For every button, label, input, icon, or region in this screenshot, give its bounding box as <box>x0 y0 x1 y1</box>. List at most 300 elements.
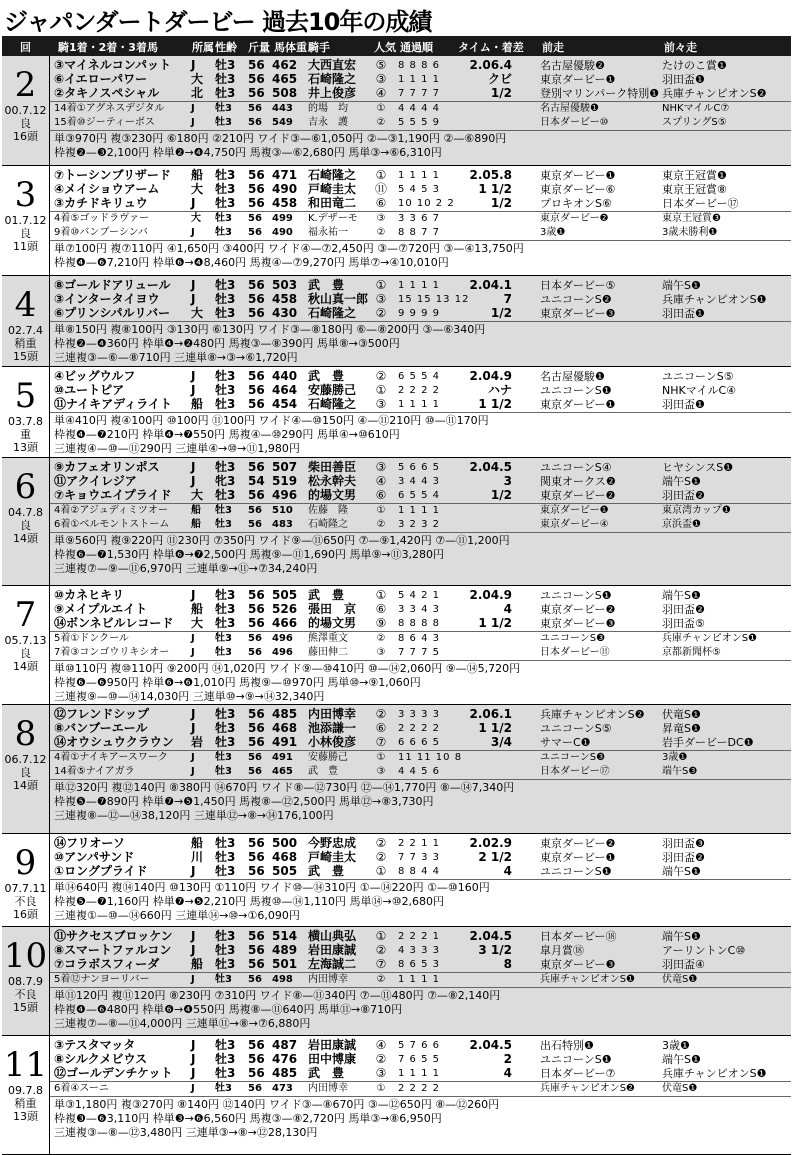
race-track: 稍重 <box>14 1097 37 1110</box>
cell-jk: 石崎隆之 <box>308 306 357 320</box>
cell-name: ④ビッグウルフ <box>54 369 136 383</box>
cell-jk: 内田博幸 <box>308 974 348 985</box>
race-date: 05.7.13 <box>4 634 47 647</box>
cell-pass: 2 2 1 1 <box>398 838 440 849</box>
race-track: 重 <box>20 428 31 441</box>
header-weight: 斤量 <box>248 41 270 54</box>
cell-pass: 2 2 2 2 <box>398 385 440 396</box>
cell-org: J <box>191 369 196 383</box>
cell-org: 船 <box>191 505 201 516</box>
payout-line: 単④410円 複④100円 ⑩100円 ⑪100円 ワイド④—⑩150円 ④—⑪210円 ⑩—⑪170円 <box>54 414 489 427</box>
cell-prev2: 東京湾カップ❶ <box>662 505 731 516</box>
cell-pop: ⑥ <box>375 602 387 616</box>
cell-bw: 505 <box>272 864 298 878</box>
cell-pass: 1 1 1 1 <box>398 74 440 85</box>
cell-w: 56 <box>248 488 265 502</box>
cell-prev2: たけのこ賞❶ <box>662 59 727 72</box>
cell-name: 9着⑩バンブーシンバ <box>54 227 148 238</box>
pay-divider <box>50 1096 791 1097</box>
race-label <box>2 1036 50 1154</box>
cell-prev: ユニコーンS⑤ <box>540 722 612 735</box>
cell-jk: 石崎隆之 <box>308 168 357 182</box>
horse-row <box>50 837 791 850</box>
race-number: 6 <box>14 467 37 507</box>
cell-sex: 牡3 <box>215 766 232 777</box>
horse-row <box>50 518 791 531</box>
cell-jk: 安藤勝己 <box>308 752 348 763</box>
pay-divider <box>50 779 791 780</box>
race-date: 09.7.8 <box>8 1084 43 1097</box>
cell-name: ⑥イエローパワー <box>54 72 148 86</box>
race-block-8 <box>2 927 791 1036</box>
cell-w: 56 <box>248 721 265 735</box>
cell-bw: 526 <box>272 602 298 616</box>
pay-divider <box>50 660 791 661</box>
payout-line: 枠複❹—❻7,210円 枠単❻→❹8,460円 馬複④—⑦9,270円 馬単⑦→④10,010円 <box>54 256 449 269</box>
cell-bw: 505 <box>272 588 298 602</box>
horse-row <box>50 851 791 864</box>
cell-name: ⑦キョウエイプライド <box>54 488 172 502</box>
horse-row <box>50 384 791 397</box>
cell-name: 4着⑤ゴッドラヴァー <box>54 213 150 224</box>
cell-org: 大 <box>191 213 201 224</box>
cell-name: ⑦トーシンブリザード <box>54 168 171 182</box>
cell-bw: 471 <box>272 168 298 182</box>
cell-prev2: 兵庫チャンピオンS❶ <box>662 633 758 644</box>
horse-row <box>50 461 791 474</box>
cell-prev: 東京ダービー❶ <box>540 169 616 182</box>
race-track: 良 <box>20 647 31 660</box>
cell-prev: 東京ダービー❷ <box>540 213 609 224</box>
payout-line: 三連複③—⑧—⑫3,480円 三連単③→⑧→⑫28,130円 <box>54 1126 318 1139</box>
cell-time: 1/2 <box>490 306 512 320</box>
cell-bw: 508 <box>272 86 298 100</box>
cell-sex: 牡3 <box>215 86 236 100</box>
payout-line: 枠複❹—❻480円 枠単❻→❹550円 馬複⑧—⑪640円 馬単⑪→⑧710円 <box>54 1003 403 1016</box>
cell-pop: ③ <box>376 213 386 224</box>
cell-org: 大 <box>191 306 204 320</box>
cell-pop: ② <box>376 519 386 530</box>
payout-line: 単⑦100円 複⑦110円 ④1,650円 ③400円 ワイド④—⑦2,450円 ③—⑦720円 ③—④13,750円 <box>54 242 524 255</box>
cell-sex: 牡3 <box>215 1083 232 1094</box>
cell-prev2: 伏竜S❶ <box>662 708 701 721</box>
race-date: 01.7.12 <box>4 214 47 227</box>
cell-pass: 1 1 1 1 <box>398 280 440 291</box>
cell-jk: 松永幹夫 <box>308 474 357 488</box>
cell-prev2: 東京王冠賞⑧ <box>662 183 727 196</box>
cell-bw: 465 <box>272 766 293 777</box>
cell-bw: 549 <box>272 117 293 128</box>
cell-prev: 日本ダービー⑤ <box>540 279 616 292</box>
cell-time: 2.06.4 <box>469 58 512 72</box>
cell-pass: 7 7 7 5 <box>398 647 440 658</box>
cell-pass: 8 8 8 8 <box>398 618 440 629</box>
cell-sex: 牡3 <box>215 1038 236 1052</box>
race-label <box>2 276 50 366</box>
race-heads: 16頭 <box>13 908 38 921</box>
page-title: ジャパンダートダービー 過去10年の成績 <box>4 8 432 36</box>
cell-pass: 8 8 7 7 <box>398 227 440 238</box>
cell-org: J <box>191 292 196 306</box>
cell-sex: 牡3 <box>215 943 236 957</box>
race-label <box>2 367 50 457</box>
cell-w: 56 <box>248 616 265 630</box>
header-bodyweight: 馬体重 <box>274 41 307 54</box>
cell-org: J <box>191 474 196 488</box>
cell-w: 56 <box>248 397 265 411</box>
horse-row <box>50 958 791 971</box>
cell-sex: 牡3 <box>215 196 236 210</box>
race-heads: 13頭 <box>13 441 38 454</box>
cell-pass: 6 6 6 5 <box>398 737 440 748</box>
cell-pass: 3 3 6 7 <box>398 213 440 224</box>
cell-jk: 佐藤 隆 <box>308 505 348 516</box>
cell-sex: 牡3 <box>215 519 232 530</box>
race-date: 03.7.8 <box>8 415 43 428</box>
cell-name: 6着④スーニ <box>54 1083 109 1094</box>
cell-pop: ② <box>375 369 387 383</box>
cell-pass: 7 7 7 7 <box>398 88 440 99</box>
cell-org: J <box>191 196 196 210</box>
cell-name: ⑨メイプルエイト <box>54 602 148 616</box>
payout-line: 枠複❷—❸2,100円 枠単❷→❹4,750円 馬複③—⑥2,680円 馬単③→⑥6,310円 <box>54 146 442 159</box>
cell-w: 56 <box>248 1052 265 1066</box>
cell-bw: 498 <box>272 974 293 985</box>
cell-bw: 496 <box>272 647 293 658</box>
cell-bw: 491 <box>272 735 298 749</box>
cell-prev: 兵庫チャンピオンS❷ <box>540 1083 636 1094</box>
cell-sex: 牡3 <box>215 213 232 224</box>
race-block-5 <box>2 586 791 705</box>
cell-jk: 藤田伸二 <box>308 647 348 658</box>
cell-prev2: 端午S❶ <box>662 930 701 943</box>
horse-row <box>50 398 791 411</box>
cell-pop: ③ <box>375 397 387 411</box>
cell-prev: 日本ダービー⑦ <box>540 1067 616 1080</box>
cell-w: 56 <box>248 519 262 530</box>
cell-pop: ⑥ <box>375 488 387 502</box>
cell-bw: 485 <box>272 1066 298 1080</box>
race-label <box>2 56 50 165</box>
cell-org: J <box>191 943 196 957</box>
cell-pop: ④ <box>375 474 387 488</box>
cell-pop: ③ <box>376 647 386 658</box>
payout-line: 枠複❺—❼890円 枠単❼→❺1,450円 馬複⑧—⑫2,500円 馬単⑫→⑧3,730円 <box>54 795 434 808</box>
cell-prev2: 羽田盃❷ <box>662 851 705 864</box>
cell-pass: 8 8 4 4 <box>398 866 440 877</box>
cell-bw: 464 <box>272 383 298 397</box>
cell-pop: ① <box>376 505 386 516</box>
horse-row <box>50 1039 791 1052</box>
cell-pass: 4 3 3 3 <box>398 945 440 956</box>
cell-pass: 9 9 9 9 <box>398 308 440 319</box>
cell-bw: 500 <box>272 836 298 850</box>
cell-pass: 5 7 6 6 <box>398 1040 440 1051</box>
cell-prev: 日本ダービー⑱ <box>540 930 617 943</box>
cell-pop: ② <box>375 1052 387 1066</box>
cell-w: 56 <box>248 182 265 196</box>
cell-prev2: 羽田盃④ <box>662 958 705 971</box>
cell-name: ⑨カフェオリンポス <box>54 460 160 474</box>
race-label <box>2 705 50 833</box>
cell-jk: 田中博康 <box>308 1052 357 1066</box>
cell-w: 56 <box>248 647 262 658</box>
cell-prev: 名古屋優駿❷ <box>540 59 605 72</box>
race-heads: 15頭 <box>13 350 38 363</box>
cell-org: J <box>191 1083 195 1094</box>
cell-name: ⑭ボンネビルレコード <box>54 616 174 630</box>
cell-prev2: 3歳未勝利❶ <box>662 227 718 238</box>
horse-row <box>50 646 791 659</box>
cell-w: 56 <box>248 752 262 763</box>
cell-bw: 491 <box>272 752 293 763</box>
cell-bw: 440 <box>272 369 298 383</box>
payout-line: 枠複❺—❼1,160円 枠単❼→❺2,210円 馬複⑩—⑭1,110円 馬単⑭→⑩2,680円 <box>54 895 445 908</box>
cell-sex: 牡3 <box>215 117 232 128</box>
cell-sex: 牡3 <box>215 864 236 878</box>
race-block-6 <box>2 705 791 834</box>
cell-org: 大 <box>191 616 204 630</box>
cell-name: ③マイネルコンパット <box>54 58 171 72</box>
cell-time: 4 <box>503 864 512 878</box>
cell-sex: 牡3 <box>215 505 232 516</box>
race-track: 良 <box>20 117 31 130</box>
horse-row <box>50 973 791 986</box>
race-date: 04.7.8 <box>8 506 43 519</box>
cell-w: 54 <box>248 474 265 488</box>
cell-org: J <box>191 588 196 602</box>
race-track: 不良 <box>14 988 37 1001</box>
cell-prev: 兵庫チャンピオンS❷ <box>540 708 645 721</box>
cell-org: J <box>191 1066 196 1080</box>
cell-org: J <box>191 864 196 878</box>
cell-w: 56 <box>248 735 265 749</box>
cell-jk: 熊澤重文 <box>308 633 348 644</box>
race-label <box>2 834 50 926</box>
cell-jk: 岩田康誠 <box>308 943 357 957</box>
cell-w: 56 <box>248 306 265 320</box>
horse-row <box>50 197 791 210</box>
payout-line: 単③1,180円 複③270円 ⑧140円 ⑫140円 ワイド③—⑧670円 ③—⑫650円 ⑧—⑫260円 <box>54 1098 500 1111</box>
cell-pass: 5 5 5 9 <box>398 117 440 128</box>
cell-prev2: 岩手ダービーDC❶ <box>662 736 754 749</box>
header-passing: 通過順 <box>400 41 433 54</box>
cell-jk: 左海誠二 <box>308 957 357 971</box>
cell-prev2: 兵庫チャンピオンS❶ <box>662 1067 767 1080</box>
cell-time: 2.05.8 <box>469 168 512 182</box>
cell-prev2: 羽田盃❶ <box>662 398 705 411</box>
cell-prev: 皐月賞⑱ <box>540 944 584 957</box>
horse-row <box>50 169 791 182</box>
race-label <box>2 586 50 704</box>
cell-bw: 487 <box>272 1038 298 1052</box>
cell-bw: 458 <box>272 196 298 210</box>
cell-org: J <box>191 460 196 474</box>
cell-jk: 内田博幸 <box>308 1083 348 1094</box>
race-number: 5 <box>14 376 37 416</box>
race-heads: 15頭 <box>13 1001 38 1014</box>
cell-w: 56 <box>248 72 265 86</box>
cell-pop: ① <box>375 278 387 292</box>
cell-jk: 石崎隆之 <box>308 519 348 530</box>
header-prev2: 前々走 <box>664 41 697 54</box>
cell-name: 4着①ナイキアースワーク <box>54 752 168 763</box>
cell-jk: 今野忠成 <box>308 836 357 850</box>
cell-pass: 2 2 2 1 <box>398 931 440 942</box>
cell-jk: 武 豊 <box>308 369 345 383</box>
payout-line: 単③970円 複③230円 ⑥180円 ②210円 ワイド③—⑥1,050円 ②—③1,190円 ②—⑥890円 <box>54 132 507 145</box>
cell-prev: 東京ダービー❸ <box>540 958 616 971</box>
cell-org: 船 <box>191 397 204 411</box>
race-heads: 16頭 <box>13 130 38 143</box>
cell-time: 3/4 <box>490 735 512 749</box>
horse-row <box>50 183 791 196</box>
cell-prev: 3歳❶ <box>540 227 566 238</box>
cell-prev: 登別マリンパーク特別❶ <box>540 87 660 100</box>
cell-name: ⑧スマートファルコン <box>54 943 172 957</box>
cell-sex: 牡3 <box>215 707 236 721</box>
cell-pass: 8 6 5 3 <box>398 959 440 970</box>
cell-bw: 462 <box>272 58 298 72</box>
cell-name: 5着①ドンクール <box>54 633 129 644</box>
cell-sex: 牡3 <box>215 292 236 306</box>
cell-prev2: 京都新聞杯⑤ <box>662 647 721 658</box>
cell-pop: ③ <box>375 1066 387 1080</box>
cell-jk: 武 豊 <box>308 278 345 292</box>
cell-bw: 468 <box>272 721 298 735</box>
cell-org: J <box>191 1038 196 1052</box>
cell-jk: 和田竜二 <box>308 196 357 210</box>
cell-time: 1 1/2 <box>478 616 512 630</box>
race-date: 07.7.11 <box>4 882 47 895</box>
table-header <box>2 36 791 56</box>
cell-bw: 476 <box>272 1052 298 1066</box>
cell-prev2: 3歳❶ <box>662 752 688 763</box>
payout-line: 枠複❷—❹360円 枠単❹→❷480円 馬複③—⑧390円 馬単⑧→③500円 <box>54 337 400 350</box>
race-heads: 14頭 <box>13 660 38 673</box>
cell-prev2: 東京王冠賞❶ <box>662 169 727 182</box>
cell-prev: 東京ダービー❸ <box>540 617 616 630</box>
cell-org: J <box>191 974 195 985</box>
cell-sex: 牡3 <box>215 1066 236 1080</box>
cell-jk: 井上俊彦 <box>308 86 357 100</box>
cell-name: ⑭フリオーソ <box>54 836 125 850</box>
cell-pass: 1 1 1 1 <box>398 1068 440 1079</box>
cell-jk: 秋山真一郎 <box>308 292 369 306</box>
cell-sex: 牡3 <box>215 488 236 502</box>
payout-line: 単⑩110円 複⑩110円 ⑨200円 ⑭1,020円 ワイド⑨—⑩410円 ⑩—⑭2,060円 ⑨—⑭5,720円 <box>54 662 521 675</box>
cell-name: ⑦コラボスフィーダ <box>54 957 160 971</box>
cell-org: J <box>191 766 195 777</box>
cell-sex: 牡3 <box>215 721 236 735</box>
cell-w: 56 <box>248 943 265 957</box>
cell-w: 56 <box>248 602 265 616</box>
cell-name: ⑥プリンシパルリバー <box>54 306 171 320</box>
cell-prev: ユニコーンS❶ <box>540 384 612 397</box>
cell-pop: ④ <box>375 86 387 100</box>
payout-line: 三連複⑧—⑫—⑭38,120円 三連単⑫→⑧→⑭176,100円 <box>54 809 334 822</box>
cell-prev: ユニコーンS❸ <box>540 752 606 763</box>
cell-name: 14着①アグネスデジタル <box>54 103 165 114</box>
cell-prev2: 端午S❸ <box>662 766 698 777</box>
cell-bw: 466 <box>272 616 298 630</box>
race-track: 不良 <box>14 895 37 908</box>
cell-org: 大 <box>191 488 204 502</box>
cell-pass: 5 4 2 1 <box>398 590 440 601</box>
cell-prev: 東京ダービー❸ <box>540 307 616 320</box>
cell-prev2: 羽田盃⑤ <box>662 617 705 630</box>
cell-sex: 牡3 <box>215 72 236 86</box>
cell-time: 2.04.5 <box>469 929 512 943</box>
horse-row <box>50 293 791 306</box>
race-track: 良 <box>20 519 31 532</box>
pay-divider <box>50 879 791 880</box>
cell-jk: 的場文男 <box>308 488 357 502</box>
cell-bw: 485 <box>272 707 298 721</box>
payout-line: 三連複⑨—⑩—⑭14,030円 三連単⑩→⑨→⑭32,340円 <box>54 690 325 703</box>
cell-bw: 473 <box>272 1083 293 1094</box>
cell-bw: 501 <box>272 957 298 971</box>
cell-sex: 牡3 <box>215 369 236 383</box>
cell-pop: ② <box>376 633 386 644</box>
cell-pop: ④ <box>375 1038 387 1052</box>
cell-name: 6着①ベルモントストーム <box>54 519 170 530</box>
cell-bw: 490 <box>272 182 298 196</box>
cell-prev2: 京浜盃❶ <box>662 519 701 530</box>
cell-time: クビ <box>487 72 512 86</box>
cell-sex: 牡3 <box>215 278 236 292</box>
cell-name: ③インタータイヨウ <box>54 292 160 306</box>
cell-prev: 名古屋優駿❶ <box>540 370 605 383</box>
cell-w: 56 <box>248 1038 265 1052</box>
cell-pass: 2 2 2 2 <box>398 1083 440 1094</box>
cell-pass: 7 6 5 5 <box>398 1054 440 1065</box>
cell-org: 大 <box>191 72 204 86</box>
cell-name: ⑩ユートピア <box>54 383 125 397</box>
cell-sex: 牡3 <box>215 306 236 320</box>
horse-row <box>50 489 791 502</box>
cell-bw: 489 <box>272 943 298 957</box>
cell-prev2: NHKマイルC④ <box>662 384 737 397</box>
cell-name: ④メイショウアーム <box>54 182 160 196</box>
header-sexage: 性齢 <box>215 41 237 54</box>
cell-pop: ① <box>375 864 387 878</box>
cell-org: J <box>191 227 195 238</box>
cell-prev2: 東京王冠賞❸ <box>662 213 721 224</box>
race-date: 06.7.12 <box>4 753 47 766</box>
cell-prev2: 3歳❶ <box>662 1039 690 1052</box>
cell-pop: ⑦ <box>375 735 387 749</box>
horse-row <box>50 632 791 645</box>
cell-time: 2.04.5 <box>469 460 512 474</box>
cell-org: J <box>191 103 195 114</box>
cell-w: 56 <box>248 957 265 971</box>
header-pop: 人気 <box>374 41 396 54</box>
cell-time: 4 <box>503 602 512 616</box>
horse-row <box>50 617 791 630</box>
race-number: 3 <box>14 175 37 215</box>
race-heads: 11頭 <box>13 240 38 253</box>
cell-time: 1 1/2 <box>478 397 512 411</box>
cell-org: J <box>191 647 195 658</box>
cell-jk: 石崎隆之 <box>308 397 357 411</box>
cell-prev: ユニコーンS❶ <box>540 1053 612 1066</box>
cell-prev: サマーC❶ <box>540 736 591 749</box>
cell-name: ⑧ゴールドアリュール <box>54 278 171 292</box>
cell-name: ⑪アクイレジア <box>54 474 137 488</box>
cell-prev2: 端午S❶ <box>662 475 701 488</box>
pay-divider <box>50 321 791 322</box>
